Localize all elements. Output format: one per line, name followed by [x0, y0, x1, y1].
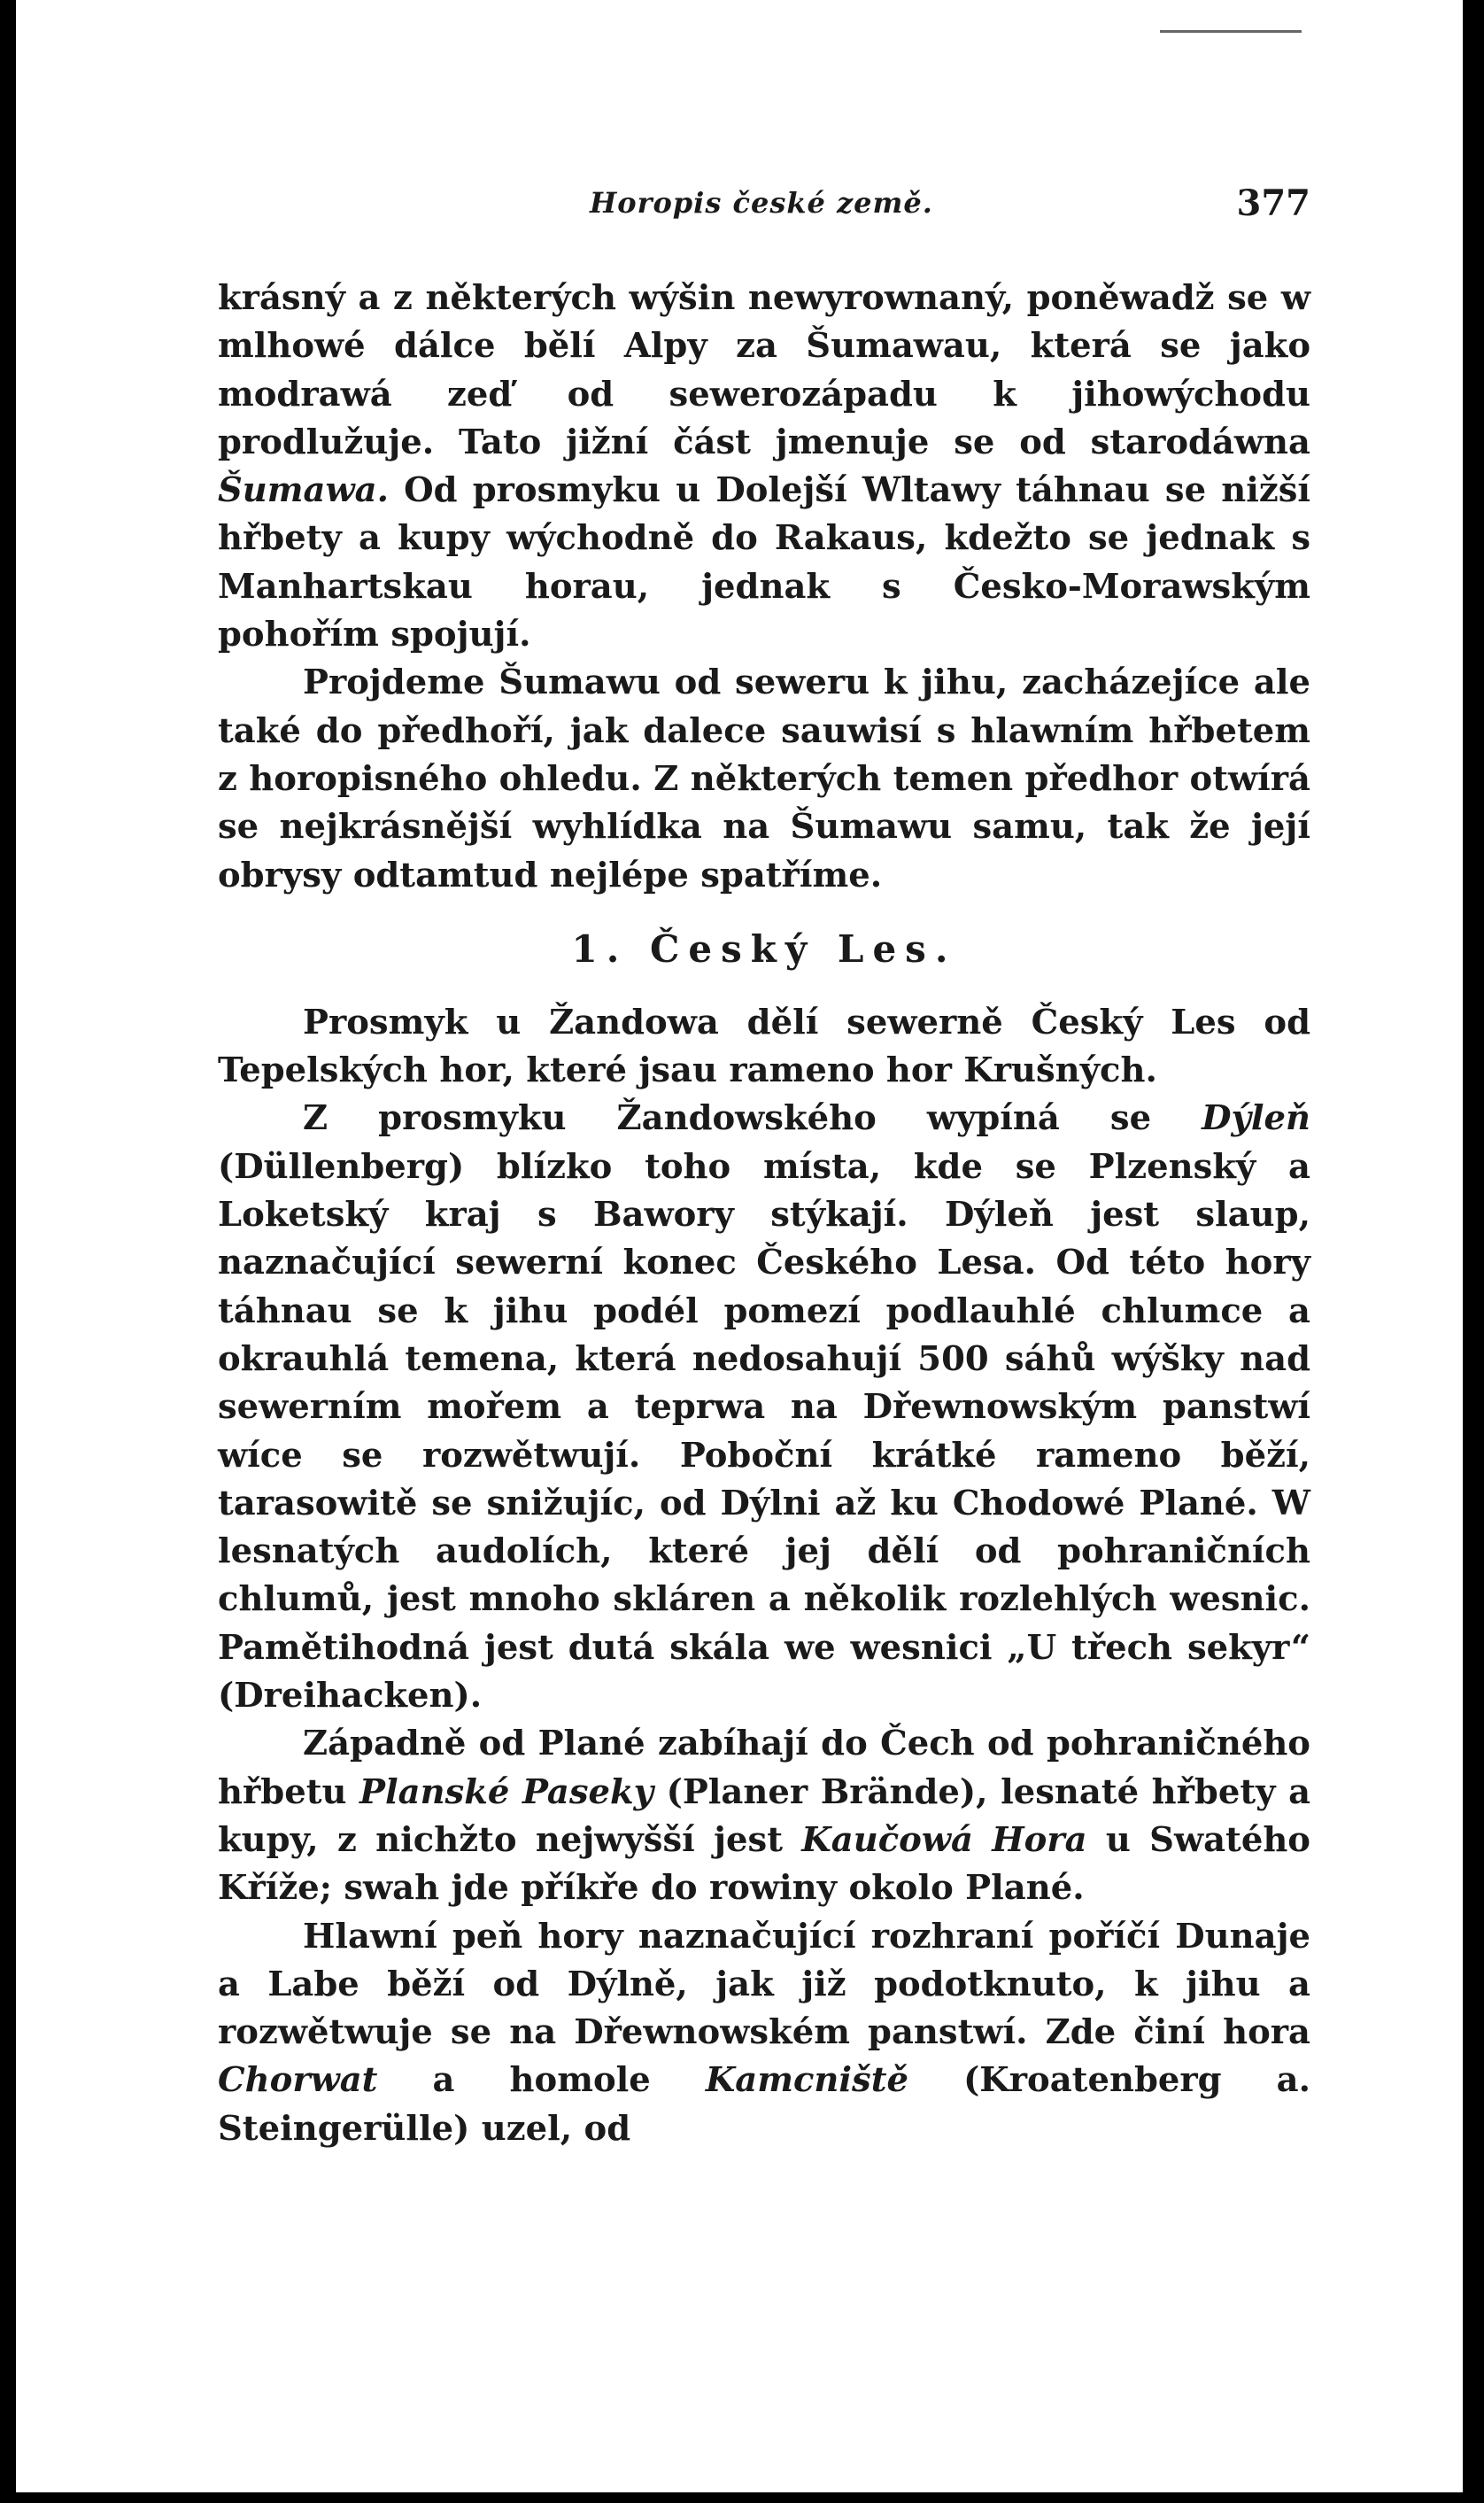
page-number: 377	[1236, 182, 1310, 224]
scan-edge-left	[0, 0, 16, 2503]
section-heading: 1. Český Les.	[571, 926, 957, 971]
italic-term: Planské Paseky	[359, 1771, 654, 1812]
italic-term: Kaučowá Hora	[801, 1819, 1087, 1860]
italic-term: Kamcniště	[705, 2060, 909, 2101]
running-head-title: Horopis české země.	[590, 186, 933, 220]
body-text	[218, 275, 1310, 2153]
text-run: Projdeme Šumawu od seweru k jihu, zacházejíce ale také do předhoří, jak dalece sauwisí s hlawním hřbetem z horopisného ohledu. Z některých temen předhor otwírá se nejkrásnější wyhlídka na Šumawu samu, tak že její obrysy odtamtud nejlépe spatříme.	[218, 663, 1310, 895]
scan-edge-bottom	[0, 2492, 1484, 2503]
text-run: (Kroatenberg a. Steingerülle) uzel, od	[218, 2060, 1310, 2149]
intro-paragraphs	[218, 275, 1310, 900]
text-run: a homole	[377, 2060, 706, 2101]
text-run: (Düllenberg) blízko toho místa, kde se Plzenský a Loketský kraj s Bawory stýkají. Dýleň jest slaup, naznačující sewerní konec Českého Lesa. Od této hory táhnau se k jihu podél pomezí podlauhlé chlumce a okrauhlá temena, která nedosahují 500 sáhů wýšky nad sewerním mořem a teprwa na Dřewnowským panstwí wíce se rozwětwují. Poboční krátké rameno běží, tarasowitě se snižujíc, od Dýlni až ku Chodowé Plané. W lesnatých audolích, které jej dělí od pohraničních chlumů, jest mnoho skláren a několik rozlehlých wesnic. Pamětihodná jest dutá skála we wesnici „U třech sekyr“ (Dreihacken).	[218, 1146, 1310, 1716]
text-run: Od prosmyku u Dolejší Wltawy táhnau se nižší hřbety a kupy wýchodně do Rakaus, kdežto se jednak s Manhartskau horau, jednak s Česko-Morawským pohořím spojují.	[218, 470, 1310, 655]
text-run: Hlawní peň hory naznačující rozhraní poříčí Dunaje a Labe běží od Dýlně, jak již podotknuto, k jihu a rozwětwuje se na Dřewnowském panstwí. Zde činí hora	[218, 1916, 1310, 2053]
text-run: Prosmyk u Žandowa dělí sewerně Český Les od Tepelských hor, které jsau rameno hor Krušných.	[218, 1002, 1310, 1091]
paragraph	[218, 1913, 1310, 2153]
italic-term: Chorwat	[218, 2060, 378, 2101]
text-run: Z prosmyku Žandowského wypíná se	[303, 1098, 1202, 1139]
running-head	[218, 177, 1310, 239]
paragraph	[218, 275, 1310, 659]
paragraph	[218, 1720, 1310, 1912]
paragraph	[218, 999, 1310, 1096]
text-run: u Swatého Kříže; swah jde příkře do rowiny okolo Plané.	[218, 1819, 1310, 1909]
book-page	[218, 177, 1310, 2153]
italic-term: Šumawa.	[218, 470, 389, 511]
paragraph	[218, 1095, 1310, 1720]
section-paragraphs	[218, 999, 1310, 2153]
text-run: krásný a z některých wýšin newyrownaný, poněwadž se w mlhowé dálce bělí Alpy za Šumawau, která se jako modrawá zeď od sewerozápadu k jihowýchodu prodlužuje. Tato jižní část jmenuje se od starodáwna	[218, 278, 1310, 462]
text-run: (Planer Brände), lesnaté hřbety a kupy, z nichžto nejwyšší jest	[218, 1771, 1311, 1860]
text-run: Západně od Plané zabíhají do Čech od pohraničného hřbetu	[218, 1724, 1310, 1812]
italic-term: Dýleň	[1202, 1098, 1310, 1139]
top-rule	[1160, 30, 1302, 33]
paragraph	[218, 659, 1310, 899]
scan-edge-right	[1463, 0, 1484, 2503]
